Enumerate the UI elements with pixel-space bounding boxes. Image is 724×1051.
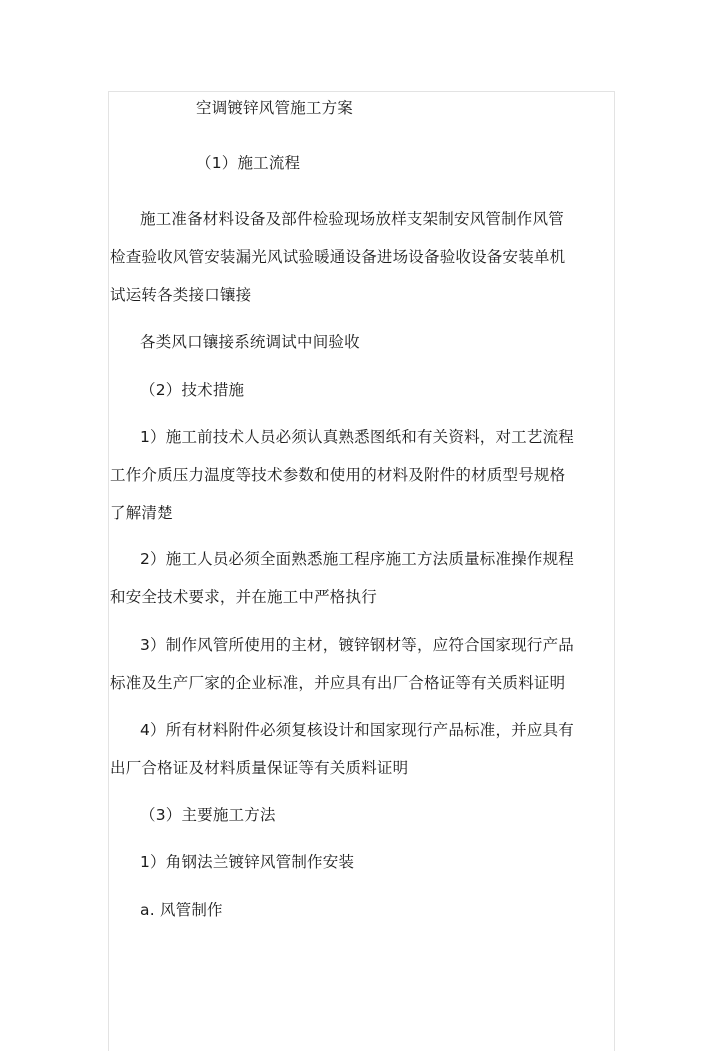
- paragraph-line: 2）施工人员必须全面熟悉施工程序施工方法质量标准操作规程: [140, 550, 574, 568]
- paragraph-line: 4）所有材料附件必须复核设计和国家现行产品标准，并应具有: [140, 721, 574, 739]
- paragraph-line: 和安全技术要求，并在施工中严格执行: [110, 588, 377, 606]
- document-title: 空调镀锌风管施工方案: [196, 99, 354, 117]
- paragraph-line: 3）制作风管所使用的主材，镀锌钢材等，应符合国家现行产品: [140, 636, 574, 654]
- paragraph-line: 各类风口镶接系统调试中间验收: [140, 333, 360, 351]
- paragraph-line: 1）角钢法兰镀锌风管制作安装: [140, 853, 355, 871]
- paragraph-line: 试运转各类接口镶接: [110, 286, 252, 304]
- paragraph-line: 施工准备材料设备及部件检验现场放样支架制安风管制作风管: [140, 210, 564, 228]
- paragraph-line: 1）施工前技术人员必须认真熟悉图纸和有关资料，对工艺流程: [140, 428, 574, 446]
- paragraph-line: 检查验收风管安装漏光风试验暖通设备进场设备验收设备安装单机: [110, 248, 566, 266]
- section-heading-main-methods: （3）主要施工方法: [140, 806, 276, 824]
- paragraph-line: 工作介质压力温度等技术参数和使用的材料及附件的材质型号规格: [110, 466, 566, 484]
- paragraph-line: 出厂合格证及材料质量保证等有关质料证明: [110, 759, 409, 777]
- paragraph-line: 了解清楚: [110, 504, 173, 522]
- section-heading-workflow: （1）施工流程: [196, 154, 301, 172]
- paragraph-line: a. 风管制作: [140, 901, 223, 919]
- paragraph-line: 标准及生产厂家的企业标准，并应具有出厂合格证等有关质料证明: [110, 674, 566, 692]
- section-heading-technical-measures: （2）技术措施: [140, 381, 245, 399]
